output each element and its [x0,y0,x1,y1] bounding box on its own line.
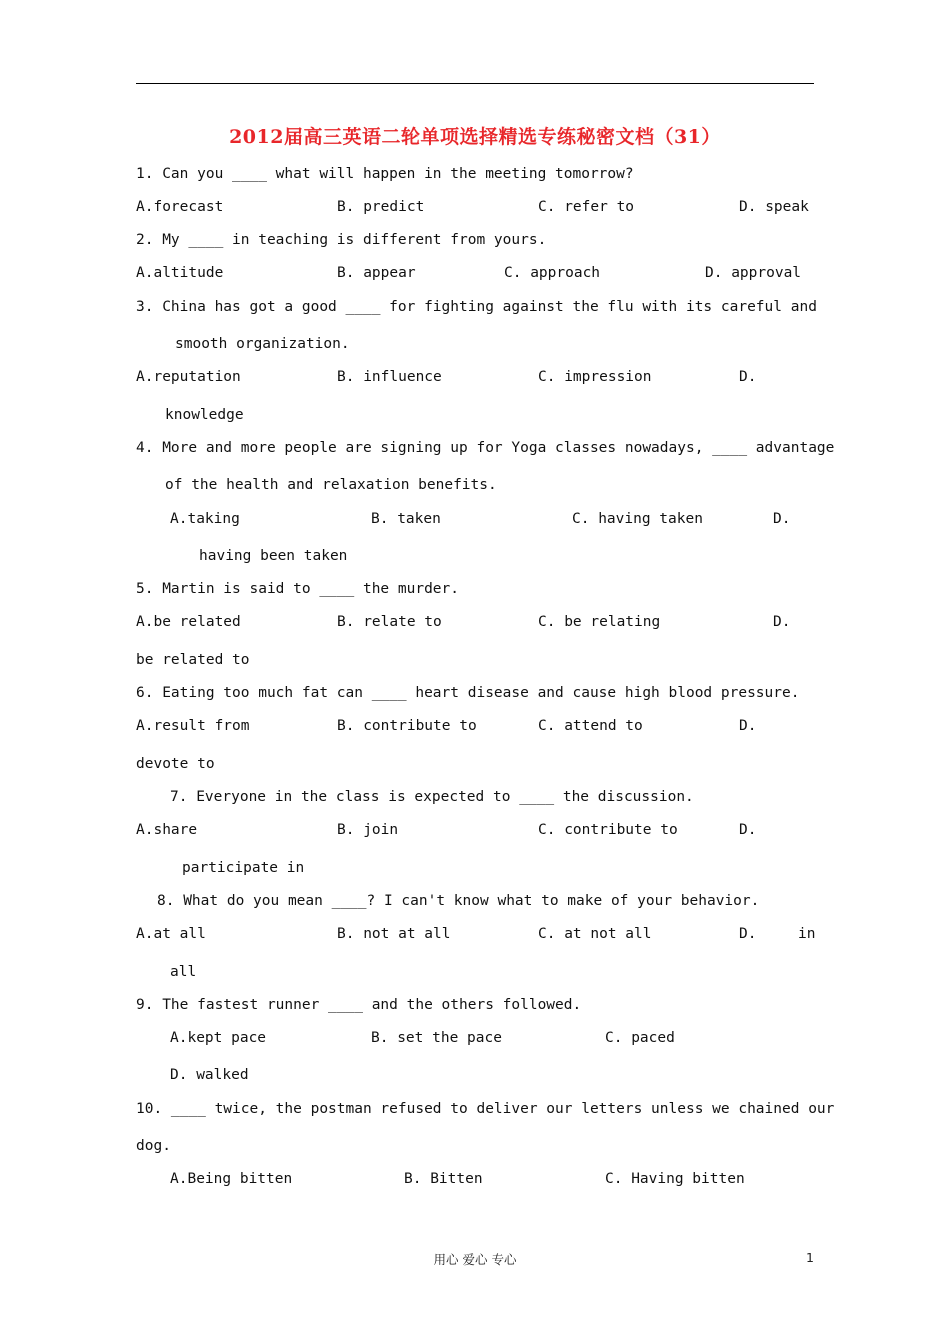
q7-option-a: A.share [136,822,198,838]
q6-option-a: A.result from [136,718,250,734]
q4-option-c: C. having taken [572,511,703,527]
q3-option-d-text: knowledge [165,407,244,423]
q8-option-d-text-1: in [798,926,816,942]
q10-option-a: A.Being bitten [170,1171,293,1187]
q10-option-b: B. Bitten [404,1171,483,1187]
q7-option-d-text: participate in [182,860,305,876]
question-10-stem-cont: dog. [136,1138,171,1154]
q9-option-a: A.kept pace [170,1030,267,1046]
q5-option-c: C. be relating [538,614,661,630]
q4-option-a: A.taking [170,511,240,527]
question-1-stem: 1. Can you ____ what will happen in the meeting tomorrow? [136,166,634,182]
q7-option-d: D. [739,822,757,838]
q8-option-d-text-2: all [170,964,197,980]
question-7-stem: 7. Everyone in the class is expected to ____ the discussion. [170,789,694,805]
q6-option-d-text: devote to [136,756,215,772]
q1-option-d: D. speak [739,199,809,215]
q1-option-c: C. refer to [538,199,635,215]
q10-option-c: C. Having bitten [605,1171,745,1187]
q6-option-c: C. attend to [538,718,643,734]
page-number: 1 [806,1250,814,1265]
q6-option-d: D. [739,718,757,734]
q9-option-c: C. paced [605,1030,675,1046]
q5-option-d-text: be related to [136,652,250,668]
q2-option-c: C. approach [504,265,601,281]
q2-option-a: A.altitude [136,265,224,281]
question-3-stem-cont: smooth organization. [175,336,350,352]
question-5-stem: 5. Martin is said to ____ the murder. [136,581,460,597]
q6-option-b: B. contribute to [337,718,477,734]
question-2-stem: 2. My ____ in teaching is different from yours. [136,232,547,248]
q8-option-b: B. not at all [337,926,451,942]
question-8-stem: 8. What do you mean ____? I can't know what to make of your behavior. [157,893,760,909]
q5-option-a: A.be related [136,614,241,630]
q2-option-d: D. approval [705,265,802,281]
q3-option-a: A.reputation [136,369,241,385]
header-rule [136,83,814,84]
question-9-stem: 9. The fastest runner ____ and the others followed. [136,997,582,1013]
q5-option-b: B. relate to [337,614,442,630]
q7-option-b: B. join [337,822,399,838]
page-footer: 用心 爱心 专心 [433,1252,517,1267]
question-3-stem: 3. China has got a good ____ for fighting against the flu with its careful and [136,299,817,315]
q3-option-c: C. impression [538,369,652,385]
q7-option-c: C. contribute to [538,822,678,838]
q1-option-a: A.forecast [136,199,224,215]
q4-option-d: D. [773,511,791,527]
q8-option-d: D. [739,926,757,942]
q9-option-d: D. walked [170,1067,249,1083]
document-title: 2012届高三英语二轮单项选择精选专练秘密文档（31） [229,126,721,148]
q8-option-a: A.at all [136,926,206,942]
q4-option-b: B. taken [371,511,441,527]
q9-option-b: B. set the pace [371,1030,502,1046]
q3-option-d: D. [739,369,757,385]
question-4-stem-cont: of the health and relaxation benefits. [165,477,497,493]
q8-option-c: C. at not all [538,926,652,942]
q2-option-b: B. appear [337,265,416,281]
question-10-stem: 10. ____ twice, the postman refused to deliver our letters unless we chained our [136,1101,835,1117]
question-4-stem: 4. More and more people are signing up for Yoga classes nowadays, ____ advantage [136,440,835,456]
question-6-stem: 6. Eating too much fat can ____ heart disease and cause high blood pressure. [136,685,800,701]
q4-option-d-text: having been taken [199,548,348,564]
q3-option-b: B. influence [337,369,442,385]
q5-option-d: D. [773,614,791,630]
q1-option-b: B. predict [337,199,425,215]
